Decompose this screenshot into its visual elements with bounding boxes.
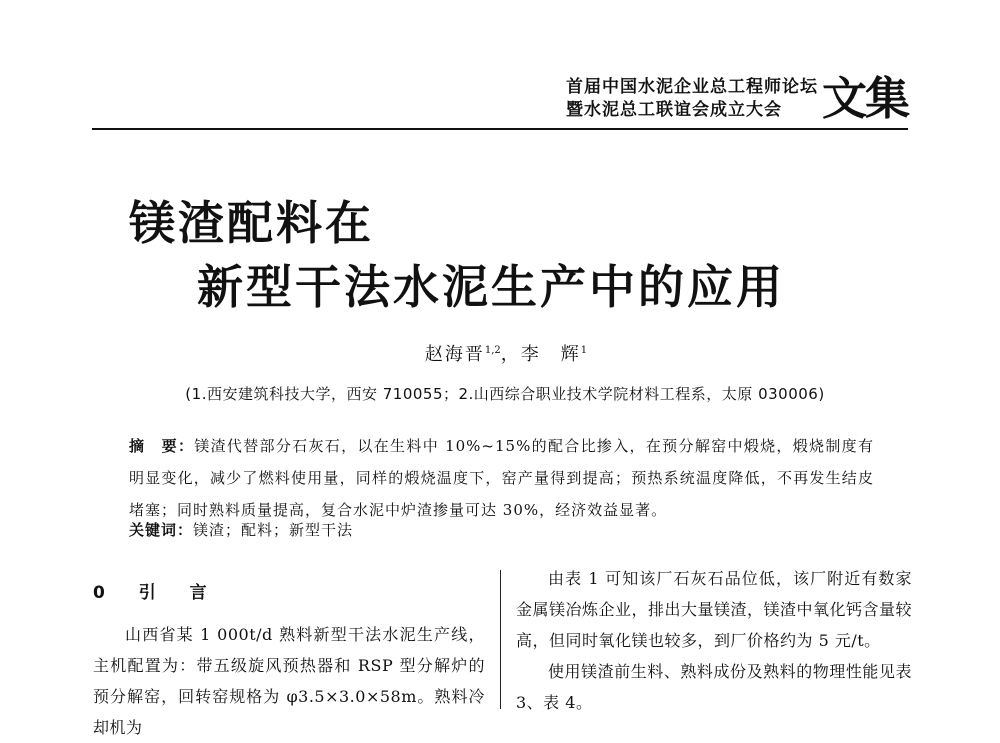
journal-header-line1: 首届中国水泥企业总工程师论坛 [565, 77, 818, 97]
author-1-affiliation-mark: 1,2 [484, 345, 501, 356]
paper-title-line1: 镁渣配料在 [129, 196, 374, 250]
column-divider [500, 570, 501, 709]
left-column-paragraph: 山西省某 1 000t/d 熟料新型干法水泥生产线，主机配置为：带五级旋风预热器和 RSP 型分解炉的预分解窑，回转窑规格为 φ3.5×3.0×58m。熟料冷却机为 [93, 625, 485, 737]
author-2: 李 辉 [520, 344, 581, 365]
header-rule [92, 128, 908, 130]
abstract-text: 镁渣代替部分石灰石，以在生料中 10%~15%的配合比掺入，在预分解窑中煅烧，煅烧制度有明显变化，减少了燃料使用量，同样的煅烧温度下，窑产量得到提高；预热系统温度降低，不再发生结皮堵塞；同时熟料质量提高，复合水泥中炉渣掺量可达 30%，经济效益显著。 [129, 437, 874, 519]
affiliation: (1.西安建筑科技大学，西安 710055；2.山西综合职业技术学院材料工程系，太原 030006) [185, 385, 825, 403]
keywords [129, 519, 353, 540]
section-heading-introduction: 0 引 言 [93, 583, 221, 603]
journal-header [566, 74, 908, 124]
journal-header-lines [566, 76, 818, 122]
authors [0, 340, 1000, 366]
keywords-label: 关键词： [129, 521, 194, 539]
right-column-paragraph-1: 由表 1 可知该厂石灰石品位低，该厂附近有数家金属镁冶炼企业，排出大量镁渣，镁渣中氧化钙含量较高，但同时氧化镁也较多，到厂价格约为 5 元/t。 [516, 569, 913, 650]
author-2-affiliation-mark: 1 [580, 345, 588, 356]
right-column [516, 563, 912, 718]
journal-header-line2: 暨水泥总工联谊会成立大会 [565, 100, 782, 120]
journal-header-collection: 文集 [821, 72, 908, 125]
author-1: 赵海晋 [424, 344, 485, 365]
author-separator: ， [500, 344, 521, 365]
keywords-text: 镁渣；配料；新型干法 [193, 521, 354, 539]
abstract-label: 摘 要： [129, 437, 195, 455]
right-column-paragraph-2: 使用镁渣前生料、熟料成份及熟料的物理性能见表 3、表 4。 [516, 662, 912, 712]
abstract [129, 430, 874, 526]
paper-title-line2: 新型干法水泥生产中的应用 [197, 260, 785, 314]
left-column [93, 578, 485, 743]
